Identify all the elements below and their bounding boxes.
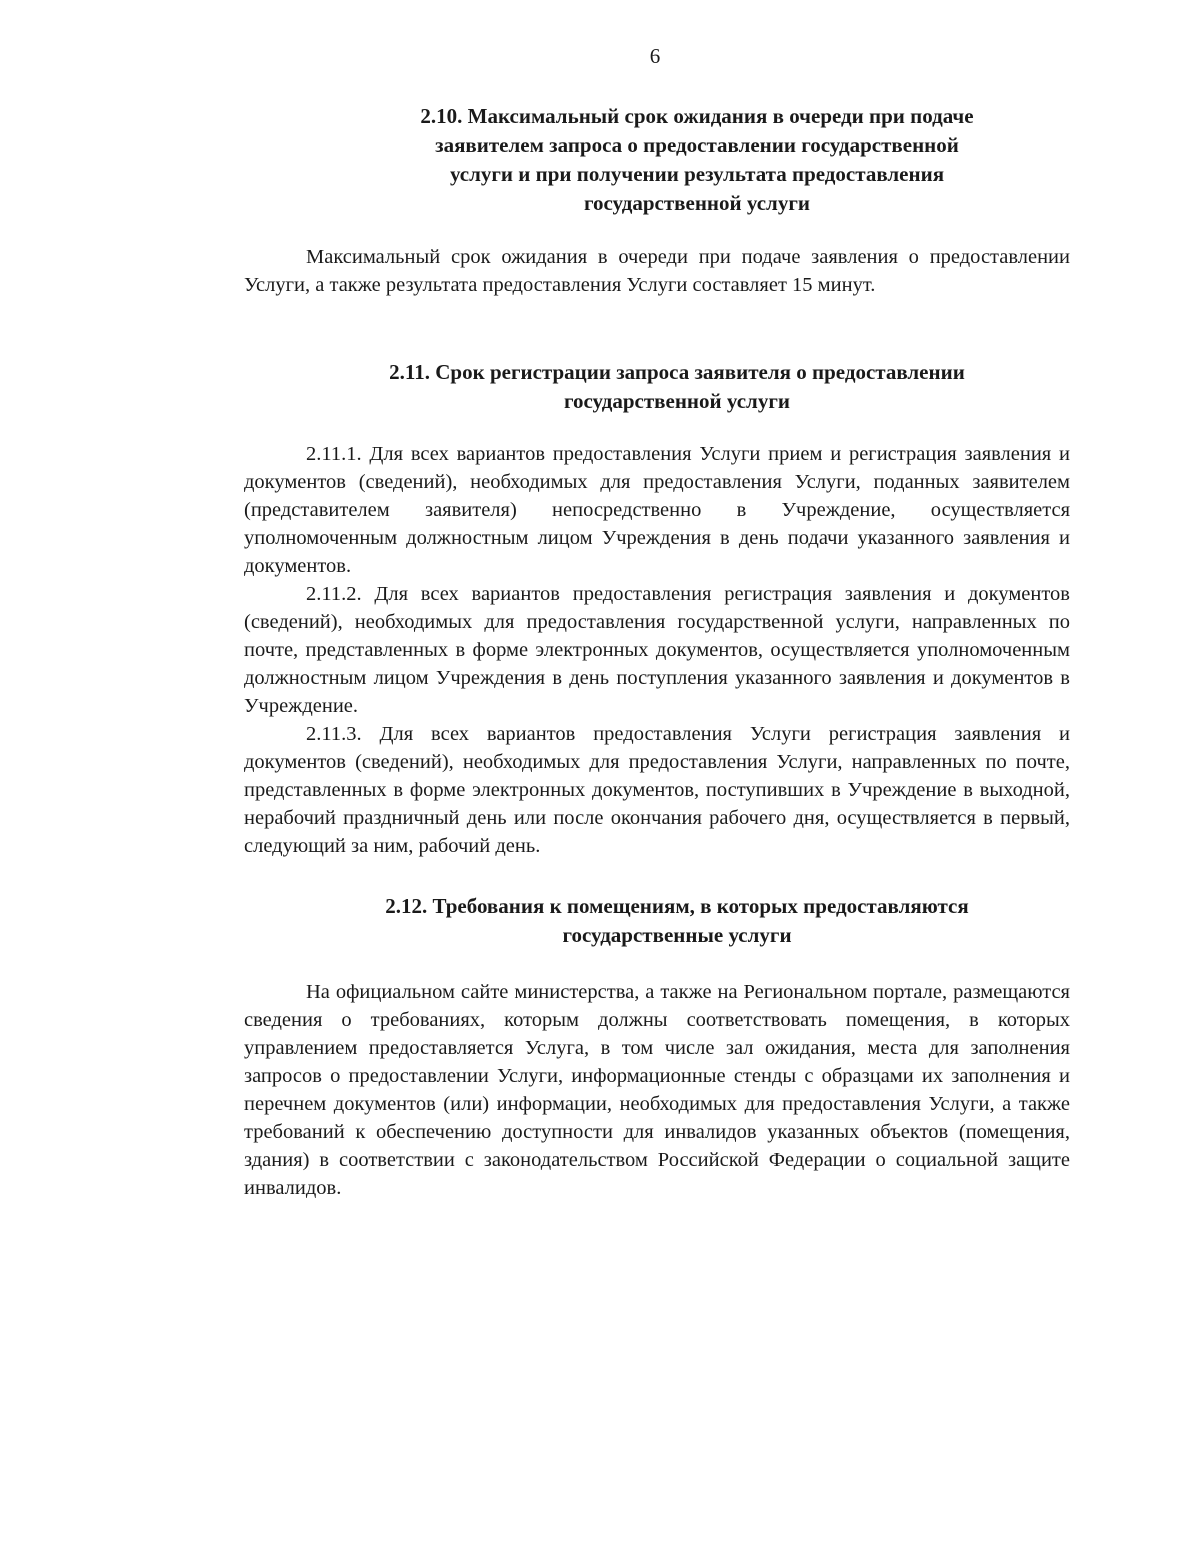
heading-2-10 — [284, 102, 1110, 218]
paragraph-2-11-3: 2.11.3. Для всех вариантов предоставления Услуги регистрация заявления и документов (сведений), необходимых для предоставления Услуги, направленных по почте, представленных в форме электронных документов, поступивших в Учреждение в выходной, нерабочий праздничный день или после окончания рабочего дня, осуществляется в первый, следующий за ним, рабочий день. — [244, 723, 1070, 857]
heading-2-12 — [264, 892, 1090, 950]
section-2-11-heading — [244, 358, 1070, 416]
heading-line: государственной услуги — [584, 191, 810, 215]
heading-line: 2.11. Срок регистрации запроса заявителя о предоставлении — [389, 360, 965, 384]
paragraph-2-10: Максимальный срок ожидания в очереди при подаче заявления о предоставлении Услуги, а также результата предоставления Услуги составляет 15 минут. — [244, 246, 1070, 296]
heading-2-11 — [264, 358, 1090, 416]
heading-line: государственной услуги — [564, 389, 790, 413]
section-2-10-body — [244, 243, 1070, 299]
heading-line: услуги и при получении результата предоставления — [449, 162, 945, 186]
page-number: 6 — [649, 44, 661, 68]
section-2-12-heading — [244, 892, 1070, 950]
heading-line: 2.10. Максимальный срок ожидания в очереди при подаче — [420, 104, 974, 128]
section-2-11-body — [244, 440, 1070, 860]
paragraph-2-12: На официальном сайте министерства, а также на Региональном портале, размещаются сведения о требованиях, которым должны соответствовать помещения, в которых управлением предоставляется Услуга, в том числе зал ожидания, места для заполнения запросов о предоставлении Услуги, информационные стенды с образцами их заполнения и перечнем документов (или) информации, необходимых для предоставления Услуги, а также требований к обеспечению доступности для инвалидов указанных объектов (помещения, здания) в соответствии с законодательством Российской Федерации о социальной защите инвалидов. — [244, 981, 1070, 1199]
heading-line: заявителем запроса о предоставлении государственной — [435, 133, 959, 157]
paragraph-2-11-1: 2.11.1. Для всех вариантов предоставления Услуги прием и регистрация заявления и документов (сведений), необходимых для предоставления Услуги, поданных заявителем (представителем заявителя) непосредственно в Учреждение, осуществляется уполномоченным должностным лицом Учреждения в день подачи указанного заявления и документов. — [244, 443, 1070, 577]
paragraph-2-11-2: 2.11.2. Для всех вариантов предоставления регистрация заявления и документов (сведений), необходимых для предоставления государственной услуги, направленных по почте, представленных в форме электронных документов, осуществляется уполномоченным должностным лицом Учреждения в день поступления указанного заявления и документов в Учреждение. — [244, 583, 1070, 717]
section-2-12-body — [244, 978, 1070, 1202]
section-2-10-heading — [244, 102, 1070, 218]
heading-line: государственные услуги — [562, 923, 792, 947]
heading-line: 2.12. Требования к помещениям, в которых предоставляются — [385, 894, 969, 918]
